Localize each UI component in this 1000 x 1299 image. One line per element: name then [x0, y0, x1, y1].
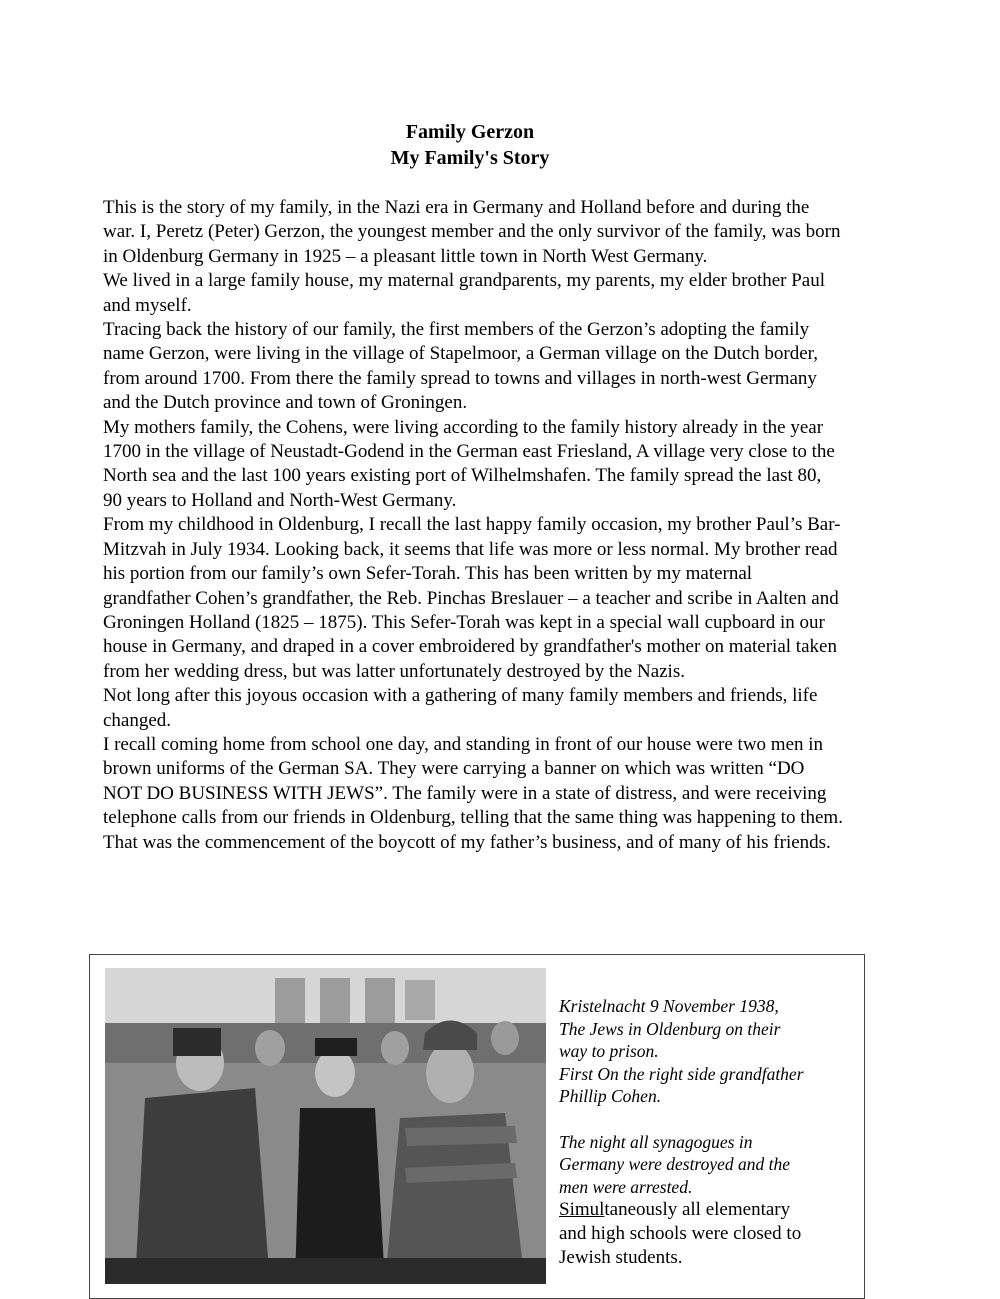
historical-photo — [105, 968, 546, 1284]
page-title: Family Gerzon — [405, 121, 535, 143]
caption-line: Kristelnacht 9 November 1938, — [559, 996, 779, 1016]
caption-line: Jewish students. — [559, 1247, 683, 1269]
paragraph: My mothers family, the Cohens, were living according to the family history already in the year 1700 in the village of Neustadt-Godend in the German east Friesland, A village very close to the North sea and the last 100 years existing port of Wilhelmshafen. The family spread the last 80, 90 years to Holland and North-West Germany. — [103, 416, 835, 511]
paragraph: Not long after this joyous occasion with a gathering of many family members and friends, life changed. — [103, 685, 818, 731]
caption-line: The Jews in Oldenburg on their — [559, 1018, 781, 1039]
caption-line: Germany were destroyed and the — [559, 1154, 791, 1175]
caption-line: way to prison. — [559, 1041, 659, 1062]
caption-spacer — [559, 1108, 849, 1131]
photo-illustration — [105, 968, 546, 1284]
caption-line — [559, 1198, 849, 1222]
paragraph: This is the story of my family, in the Nazi era in Germany and Holland before and during the war. I, Peretz (Peter) Gerzon, the youngest member and the only survivor of the family, was born in Oldenburg Germany in 1925 – a pleasant little town in North West Germany. — [103, 197, 841, 267]
paragraph: From my childhood in Oldenburg, I recall the last happy family occasion, my brother Paul’s Bar-Mitzvah in July 1934. Looking back, it seems that life was more or less normal. My brother read his portion from our family’s own Sefer-Torah. This has been written by my maternal grandfather Cohen’s grandfather, the Reb. Pinchas Breslauer – a teacher and scribe in Aalten and Groningen Holland (1825 – 1875). This Sefer-Torah was kept in a special wall cupboard in our house in Germany, and draped in a cover embroidered by grandfather's mother on material taken from her wedding dress, but was latter unfortunately destroyed by the Nazis. — [103, 514, 841, 682]
caption-underlined-text: Simul — [559, 1199, 605, 1221]
caption-text: taneously all elementary — [604, 1199, 791, 1221]
caption-line: The night all synagogues in — [559, 1131, 753, 1152]
caption-line: Phillip Cohen. — [559, 1086, 662, 1107]
paragraph: Tracing back the history of our family, the first members of the Gerzon’s adopting the family name Gerzon, were living in the village of Stapelmoor, a German village on the Dutch border, from around 1700. From there the family spread to towns and villages in north-west Germany and the Dutch province and town of Groningen. — [103, 319, 818, 414]
page-header — [0, 119, 940, 171]
paragraph: I recall coming home from school one day, and standing in front of our house were two men in brown uniforms of the German SA. They were carrying a banner on which was written “DO NOT DO BUSINESS WITH JEWS”. The family were in a state of distress, and were receiving telephone calls from our friends in Oldenburg, telling that the same thing was happening to them. That was the commencement of the boycott of my father’s business, and of many of his friends. — [103, 733, 843, 853]
story-body — [103, 196, 843, 855]
caption-line: First On the right side grandfather — [559, 1063, 804, 1084]
paragraph: We lived in a large family house, my maternal grandparents, my parents, my elder brother Paul and myself. — [103, 270, 826, 316]
photo-caption — [559, 995, 849, 1270]
page-subtitle: My Family's Story — [390, 147, 550, 169]
caption-line: men were arrested. — [559, 1176, 693, 1197]
caption-line: and high schools were closed to — [559, 1223, 802, 1245]
photo-figure — [89, 954, 865, 1299]
